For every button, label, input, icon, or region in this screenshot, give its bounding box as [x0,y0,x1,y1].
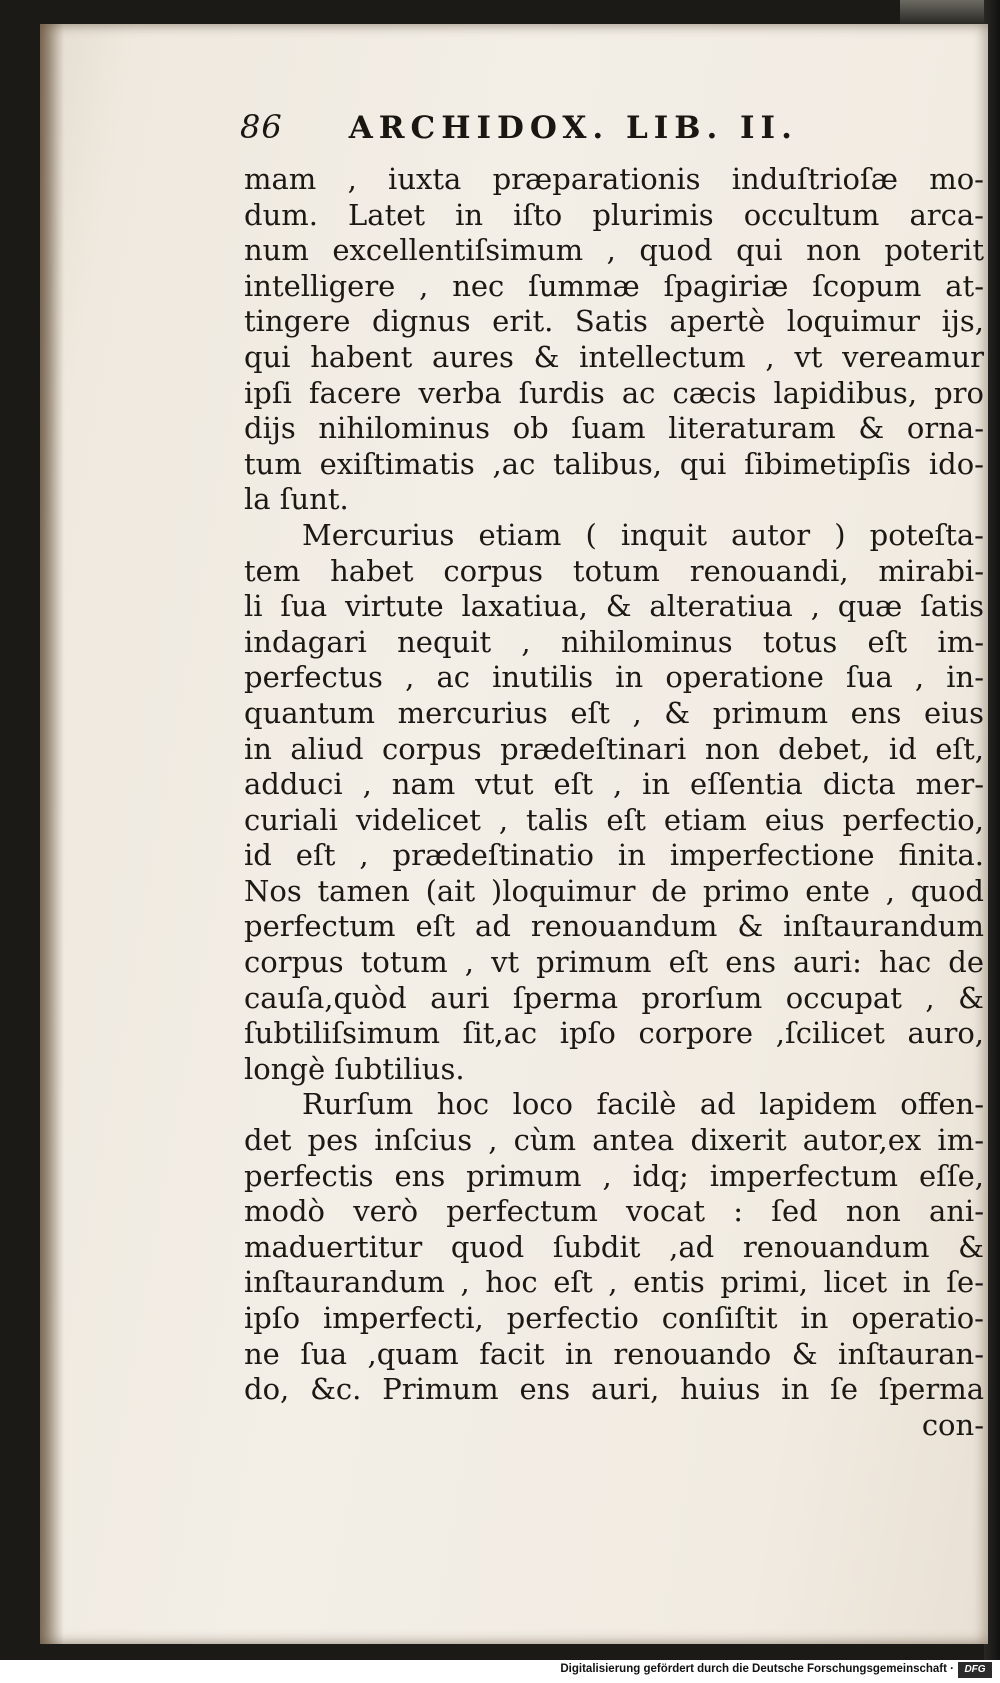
text-line: ipſi facere verba ſurdis ac cæcis lapidibus, pro [244,375,984,410]
text-line: adduci , nam vtut eſt , in eſſentia dicta mer- [244,767,984,802]
running-head: ARCHIDOX. LIB. II. [348,110,798,146]
text-line: tem habet corpus totum renouandi, mirabi- [244,553,984,588]
text-line: tum exiſtimatis ,ac talibus, qui ſibimetipſis ido- [244,446,984,481]
text-line: la ſunt. [244,482,349,517]
body-text [244,162,984,1443]
text-line: ipſo imperfecti, perfectio conſiſtit in operatio- [244,1301,984,1335]
text-line: mam , iuxta præparationis induſtrioſæ mo- [244,162,984,196]
text-line: Mercurius etiam ( inquit autor ) poteſta- [302,517,984,552]
text-line: perfectis ens primum , idq; imperfectum eſſe, [244,1158,984,1193]
text-line: id eſt , prædeſtinatio in imperfectione finita. [244,838,984,873]
text-line: indagari nequit , nihilominus totus eſt im- [244,624,984,659]
gutter-shadow [40,24,64,1644]
text-line: Nos tamen (ait )loquimur de primo ente , quod [244,873,984,908]
text-line: longè ſubtilius. [244,1051,465,1086]
text-line: Rurſum hoc loco facilè ad lapidem offen- [302,1087,984,1122]
text-line: in aliud corpus prædeſtinari non debet, id eſt, [244,731,984,766]
text-line: corpus totum , vt primum eſt ens auri: hac de [244,945,984,980]
dfg-logo-icon: DFG [958,1662,992,1678]
text-line: maduertitur quod ſubdit ,ad renouandum & [244,1229,984,1264]
text-line: tingere dignus erit. Satis apertè loquimur ijs, [244,304,984,339]
text-line: cauſa,quòd auri ſperma prorſum occupat , & [244,980,984,1015]
text-line: perfectum eſt ad renouandum & inſtaurandum [244,909,984,944]
text-line: modò verò perfectum vocat : ſed non ani- [244,1194,984,1229]
text-line: dijs nihilominus ob ſuam literaturam & orna- [244,411,984,446]
text-line: ne ſua ,quam facit in renouando & inſtauran- [244,1336,984,1371]
digitization-footer [0,1660,1000,1683]
page-header [240,108,860,156]
text-line: num excellentiſsimum , quod qui non poterit [244,233,984,268]
text-line: intelligere , nec ſummæ ſpagiriæ ſcopum at- [244,268,984,303]
text-line: li ſua virtute laxatiua, & alteratiua , quæ ſatis [244,589,984,624]
text-line: ſubtiliſsimum ſit,ac ipſo corpore ,ſcilicet auro, [244,1016,984,1051]
page-number: 86 [240,108,283,146]
text-line: quantum mercurius eſt , & primum ens eius [244,695,984,730]
catchword: con- [921,1407,984,1442]
digitization-credit: Digitalisierung gefördert durch die Deutsche Forschungsgemeinschaft · [560,1663,954,1675]
text-line: qui habent aures & intellectum , vt vereamur [244,339,984,374]
text-line: perfectus , ac inutilis in operatione ſua , in- [244,660,984,695]
text-line: dum. Latet in iſto plurimis occultum arca- [244,197,984,232]
text-line: curiali videlicet , talis eſt etiam eius perfectio, [244,802,984,837]
text-line: do, &c. Primum ens auri, huius in ſe ſperma [244,1372,984,1407]
text-line: inſtaurandum , hoc eſt , entis primi, licet in ſe- [244,1265,984,1300]
text-line: det pes inſcius , cùm antea dixerit autor,ex im- [244,1123,984,1158]
